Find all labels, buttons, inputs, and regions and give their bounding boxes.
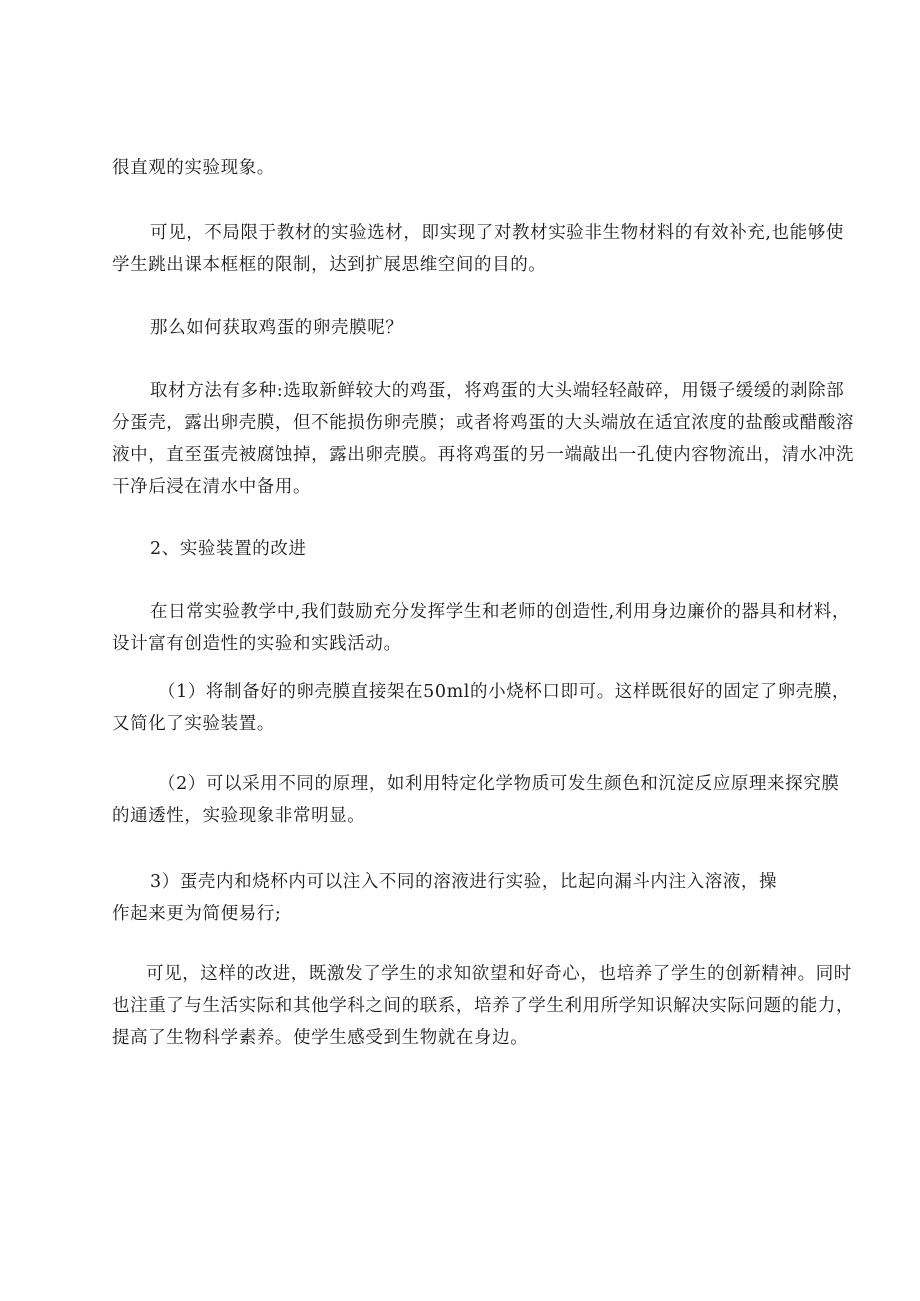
paragraph-line: 液中，直至蛋壳被腐蚀掉，露出卵壳膜。再将鸡蛋的另一端敲出一孔使内容物流出，清水冲洗 bbox=[112, 445, 855, 465]
paragraph-line: （2）可以采用不同的原理，如利用特定化学物质可发生颜色和沉淀反应原理来探究膜 bbox=[158, 774, 840, 794]
paragraph-teaching bbox=[112, 596, 851, 660]
paragraph-summary bbox=[112, 958, 855, 1054]
paragraph-question bbox=[112, 312, 812, 344]
paragraph-line: 又简化了实验装置。 bbox=[112, 714, 275, 734]
paragraph-line: 很直观的实验现象。 bbox=[112, 158, 275, 178]
paragraph-line: 那么如何获取鸡蛋的卵壳膜呢？ bbox=[150, 318, 404, 338]
paragraph-line: 可见，不局限于教材的实验选材，即实现了对教材实验非生物材料的有效补充,也能够使 bbox=[150, 223, 844, 243]
list-item-1 bbox=[112, 676, 851, 740]
paragraph-line: 分蛋壳，露出卵壳膜，但不能损伤卵壳膜；或者将鸡蛋的大头端放在适宜浓度的盐酸或醋酸溶 bbox=[112, 413, 855, 433]
list-item-3 bbox=[112, 866, 812, 930]
paragraph-line: 可见，这样的改进，既激发了学生的求知欲望和好奇心，也培养了学生的创新精神。同时 bbox=[146, 964, 852, 984]
paragraph-line: 干净后浸在清水中备用。 bbox=[112, 477, 312, 497]
paragraph-method bbox=[112, 375, 855, 503]
paragraph-line: 设计富有创造性的实验和实践活动。 bbox=[112, 634, 402, 654]
paragraph-line: 作起来更为简便易行; bbox=[112, 904, 282, 924]
paragraph-line: 3）蛋壳内和烧杯内可以注入不同的溶液进行实验，比起向漏斗内注入溶液，操 bbox=[150, 872, 778, 892]
paragraph-line: 取材方法有多种:选取新鲜较大的鸡蛋，将鸡蛋的大头端轻轻敲碎，用镊子缓缓的剥除部 bbox=[150, 381, 845, 401]
paragraph-line: 也注重了与生活实际和其他学科之间的联系，培养了学生利用所学知识解决实际问题的能力， bbox=[112, 996, 855, 1016]
section-heading bbox=[112, 533, 812, 565]
list-item-2 bbox=[112, 768, 840, 832]
paragraph-line: （1）将制备好的卵壳膜直接架在50ml的小烧杯口即可。这样既很好的固定了卵壳膜， bbox=[158, 682, 851, 702]
paragraph-continuation bbox=[112, 152, 812, 184]
paragraph-line: 在日常实验教学中,我们鼓励充分发挥学生和老师的创造性,利用身边廉价的器具和材料， bbox=[150, 602, 851, 622]
section-heading-text: 2、实验装置的改进 bbox=[150, 539, 307, 559]
paragraph-conclusion-materials bbox=[112, 217, 844, 281]
paragraph-line: 学生跳出课本框框的限制，达到扩展思维空间的目的。 bbox=[112, 255, 547, 275]
paragraph-line: 的通透性，实验现象非常明显。 bbox=[112, 806, 366, 826]
paragraph-line: 提高了生物科学素养。使学生感受到生物就在身边。 bbox=[112, 1028, 529, 1048]
